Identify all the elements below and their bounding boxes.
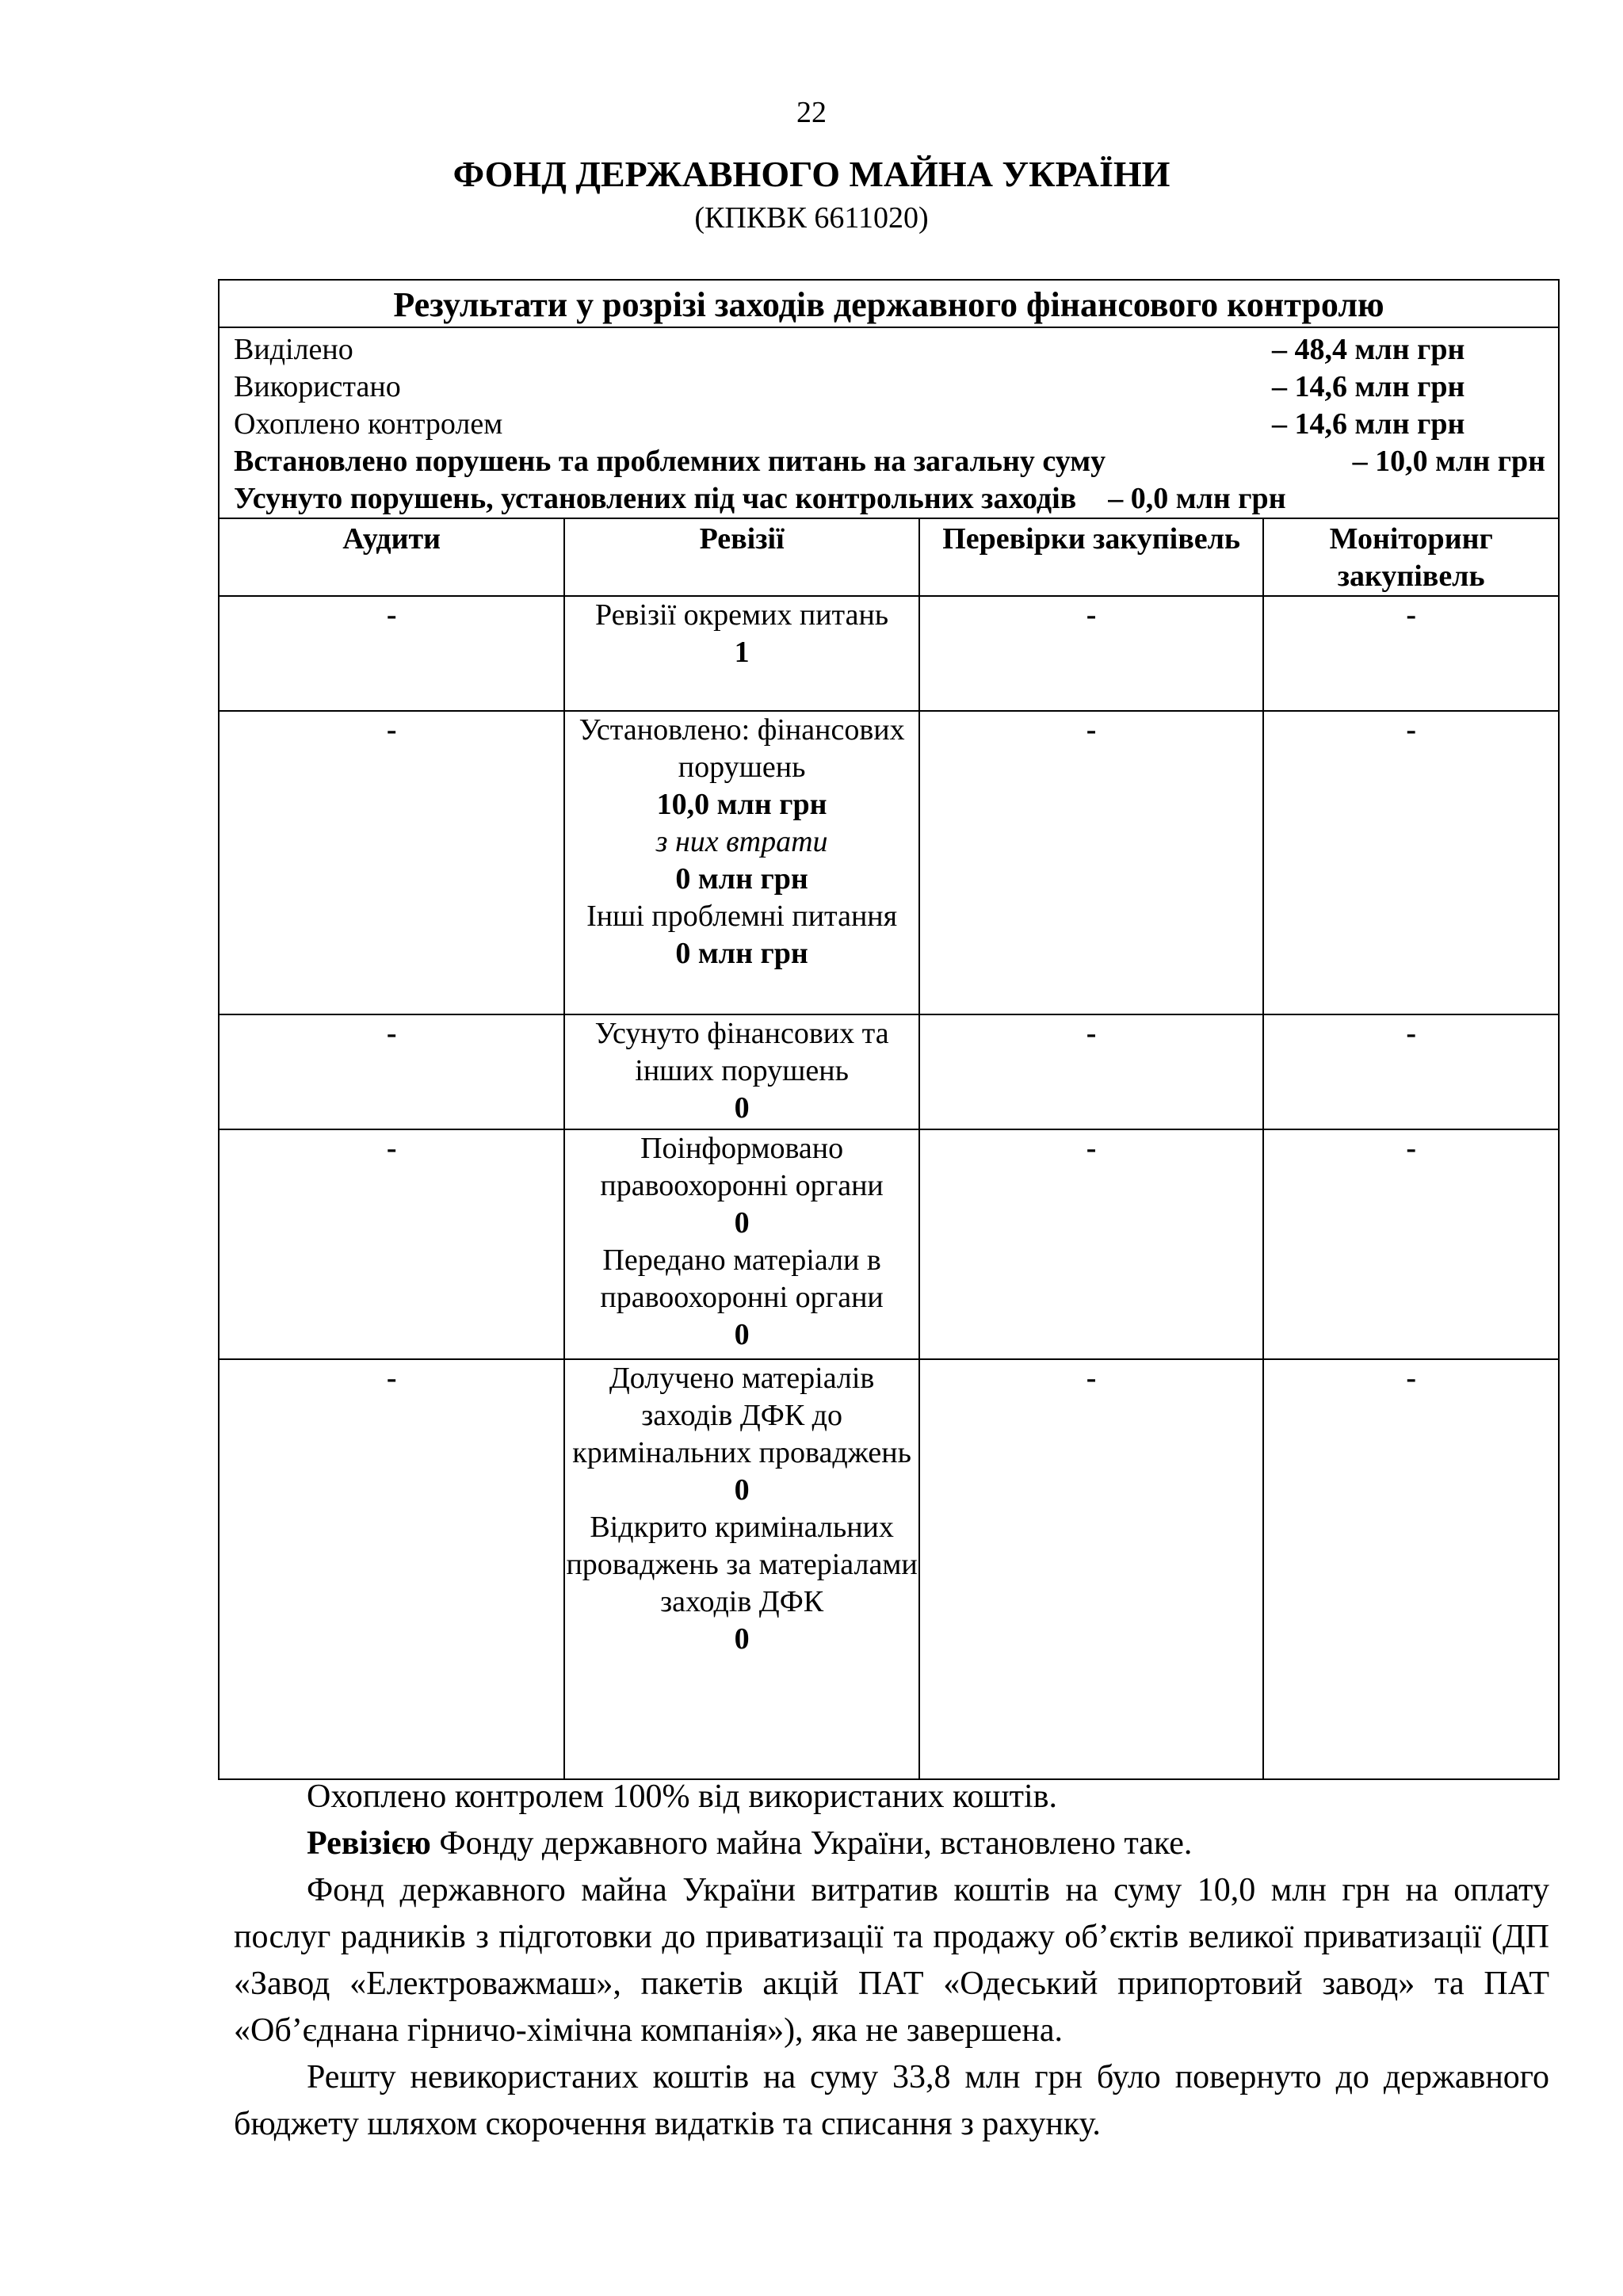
revisions-line: 0 [734, 1318, 750, 1351]
column-header-audits: Аудити [219, 518, 564, 596]
summary-line-covered [234, 406, 1545, 443]
summary-line-used [234, 369, 1545, 406]
audits-cell: - [219, 1014, 564, 1129]
procurement-monitoring-cell: - [1263, 1129, 1559, 1359]
audits-cell: - [219, 711, 564, 1014]
revisions-line: Ревізії окремих питань [595, 598, 889, 632]
paragraph-bold-lead: Ревізією [307, 1825, 431, 1862]
table-row [219, 1129, 1559, 1359]
summary-label: Охоплено контролем [234, 407, 503, 441]
procurement-checks-cell: - [919, 711, 1263, 1014]
paragraph: Фонд державного майна України витратив коштів на суму 10,0 млн грн на оплату послуг радників з підготовки до приватизації та продажу об’єктів великої приватизації (ДП «Завод «Електроважмаш», пакетів акцій ПАТ «Одеський припортовий завод» та ПАТ «Об’єднана гірничо-хімічна компанія»), яка не завершена. [234, 1872, 1549, 2049]
table-body [219, 596, 1559, 1779]
summary-block [219, 327, 1559, 518]
revisions-line: 1 [734, 636, 750, 669]
table-row [219, 1359, 1559, 1779]
column-header-procurement-monitoring: Моніторинг закупівель [1263, 518, 1559, 596]
paragraph-rest: Фонду державного майна України, встановлено таке. [430, 1825, 1193, 1862]
revisions-line: Поінформовано правоохоронні органи [600, 1132, 884, 1202]
revisions-line: Установлено: фінансових порушень [579, 713, 905, 784]
revisions-cell [564, 711, 919, 1014]
summary-value: – 48,4 млн грн [1272, 333, 1465, 366]
column-headers [219, 518, 1559, 596]
paragraph: Решту невикористаних коштів на суму 33,8 млн грн було повернуто до державного бюджету шляхом скорочення видатків та списання з рахунку. [234, 2059, 1549, 2142]
revisions-line: Усунуто фінансових та інших порушень [594, 1017, 889, 1087]
summary-line-eliminated [234, 480, 1545, 518]
body-text [234, 1774, 1549, 2148]
procurement-checks-cell: - [919, 1359, 1263, 1779]
table-row [219, 596, 1559, 711]
revisions-line: 0 [734, 1206, 750, 1240]
procurement-checks-cell: - [919, 1014, 1263, 1129]
summary-line-allocated [234, 331, 1545, 369]
revisions-cell [564, 596, 919, 711]
summary-value: – 14,6 млн грн [1272, 370, 1465, 403]
audits-cell: - [219, 1359, 564, 1779]
page-number: 22 [796, 96, 827, 129]
table-row [219, 711, 1559, 1014]
procurement-monitoring-cell: - [1263, 1014, 1559, 1129]
procurement-checks-cell: - [919, 1129, 1263, 1359]
procurement-checks-cell: - [919, 596, 1263, 711]
revisions-line: Інші проблемні питання [586, 900, 898, 933]
revisions-line: 10,0 млн грн [656, 788, 827, 821]
revisions-line: 0 млн грн [675, 862, 808, 896]
table-row [219, 1014, 1559, 1129]
summary-label: Встановлено порушень та проблемних питань на загальну суму [234, 445, 1106, 478]
page-subtitle: (КПКВК 6611020) [694, 201, 929, 235]
revisions-cell [564, 1129, 919, 1359]
summary-line-violations [234, 443, 1545, 480]
summary-value: – 0,0 млн грн [1108, 482, 1286, 515]
summary-label: Використано [234, 370, 401, 403]
revisions-line: Передано матеріали в правоохоронні органи [600, 1244, 884, 1314]
revisions-line: Долучено матеріалів заходів ДФК до кримінальних проваджень [572, 1362, 911, 1469]
procurement-monitoring-cell: - [1263, 1359, 1559, 1779]
revisions-line: Відкрито кримінальних проваджень за матеріалами заходів ДФК [566, 1511, 918, 1618]
revisions-cell [564, 1359, 919, 1779]
revisions-line: 0 [734, 1473, 750, 1507]
column-header-revisions: Ревізії [564, 518, 919, 596]
audits-cell: - [219, 596, 564, 711]
revisions-line: 0 [734, 1622, 750, 1656]
audits-cell: - [219, 1129, 564, 1359]
column-header-procurement-checks: Перевірки закупівель [919, 518, 1263, 596]
page-title: ФОНД ДЕРЖАВНОГО МАЙНА УКРАЇНИ [453, 154, 1170, 194]
revisions-cell [564, 1014, 919, 1129]
table-header: Результати у розрізі заходів державного фінансового контролю [219, 280, 1559, 327]
revisions-line: 0 [734, 1091, 750, 1125]
revisions-line: з них втрати [655, 825, 828, 858]
summary-value: – 14,6 млн грн [1272, 407, 1465, 441]
summary-label: Усунуто порушень, установлених під час контрольних заходів [234, 482, 1077, 515]
paragraph [234, 1820, 1549, 1867]
revisions-line: 0 млн грн [675, 937, 808, 970]
procurement-monitoring-cell: - [1263, 596, 1559, 711]
procurement-monitoring-cell: - [1263, 711, 1559, 1014]
summary-label: Виділено [234, 333, 353, 366]
results-table [218, 279, 1560, 1780]
summary-value: – 10,0 млн грн [1352, 445, 1545, 478]
paragraph: Охоплено контролем 100% від використаних коштів. [307, 1778, 1058, 1815]
